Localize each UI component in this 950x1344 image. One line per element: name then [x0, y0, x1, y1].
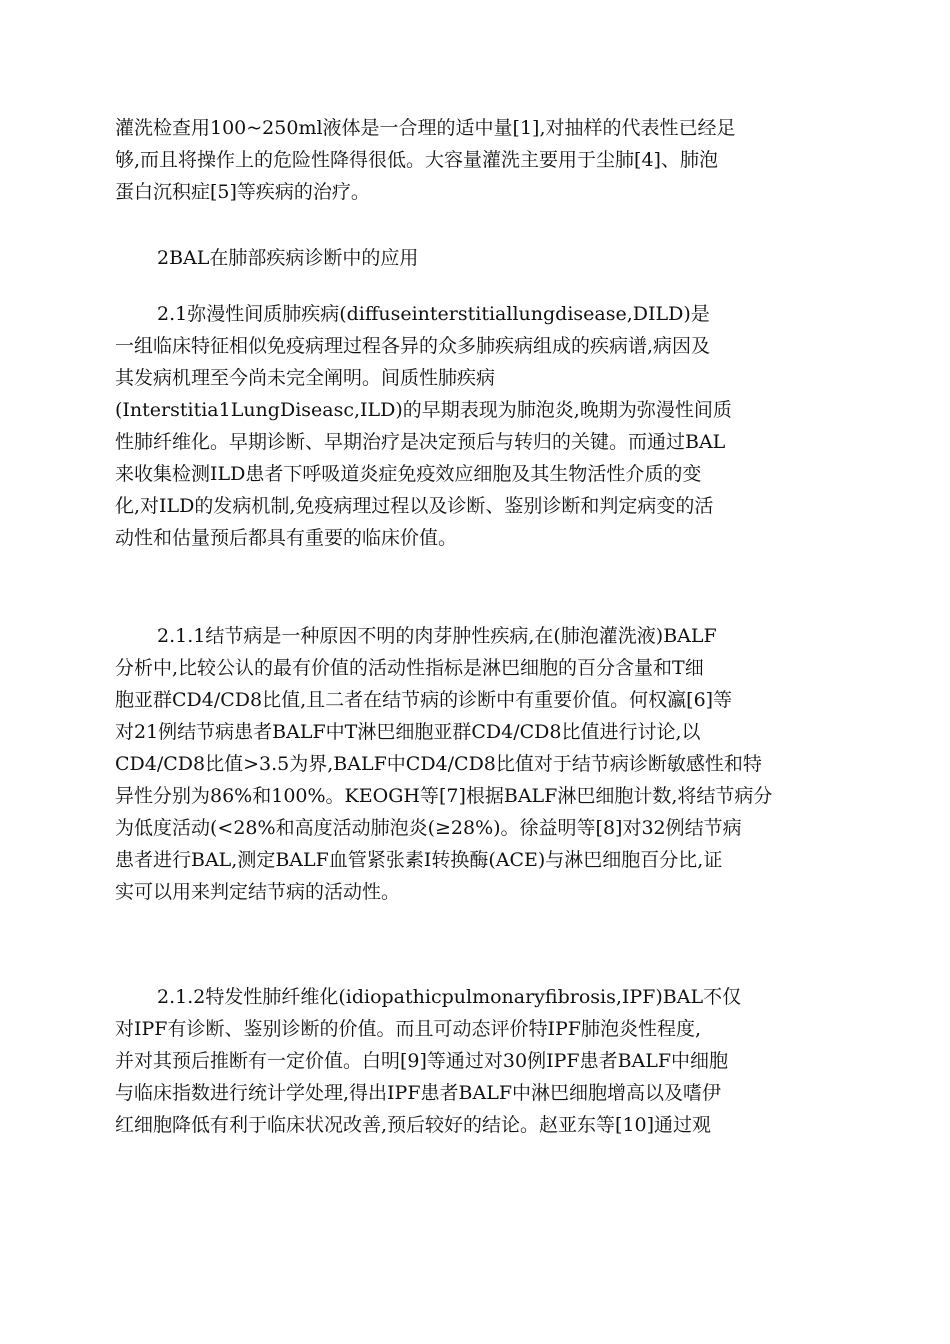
text-line: 其发病机理至今尚未完全阐明。间质性肺疾病 — [115, 367, 496, 389]
text-line: 并对其预后推断有一定价值。白明[9]等通过对30例IPF患者BALF中细胞 — [115, 1050, 729, 1072]
text-line: 2.1.2特发性肺纤维化(idiopathicpulmonaryfibrosis,IPF)BAL不仅 — [157, 986, 742, 1008]
paragraph-sarcoidosis — [115, 620, 835, 908]
text-line: 胞亚群CD4/CD8比值,且二者在结节病的诊断中有重要价值。何权瀛[6]等 — [115, 689, 733, 711]
text-line: 性肺纤维化。早期诊断、早期治疗是决定预后与转归的关键。而通过BAL — [115, 431, 726, 453]
text-line: 患者进行BAL,测定BALF血管紧张素I转换酶(ACE)与淋巴细胞百分比,证 — [115, 849, 723, 871]
text-line: 实可以用来判定结节病的活动性。 — [115, 881, 401, 903]
text-line: (Interstitia1LungDiseasc,ILD)的早期表现为肺泡炎,晚期为弥漫性间质 — [115, 399, 732, 421]
text-line: 对21例结节病患者BALF中T淋巴细胞亚群CD4/CD8比值进行讨论,以 — [115, 721, 701, 743]
text-line: 分析中,比较公认的最有价值的活动性指标是淋巴细胞的百分含量和T细 — [115, 657, 704, 679]
text-line: 来收集检测ILD患者下呼吸道炎症免疫效应细胞及其生物活性介质的变 — [115, 463, 702, 485]
text-line: 对IPF有诊断、鉴别诊断的价值。而且可动态评价特IPF肺泡炎性程度, — [115, 1018, 701, 1040]
text-line: 2.1.1结节病是一种原因不明的肉芽肿性疾病,在(肺泡灌洗液)BALF — [157, 625, 717, 647]
paragraph-ipf — [115, 981, 835, 1141]
text-line: 红细胞降低有利于临床状况改善,预后较好的结论。赵亚东等[10]通过观 — [115, 1114, 712, 1136]
text-line: 灌洗检查用100~250ml液体是一合理的适中量[1],对抽样的代表性已经足 — [115, 117, 736, 139]
text-line: 与临床指数进行统计学处理,得出IPF患者BALF中淋巴细胞增高以及嗜伊 — [115, 1082, 721, 1104]
text-line: 动性和估量预后都具有重要的临床价值。 — [115, 527, 458, 549]
section-heading — [115, 242, 835, 274]
text-line: 够,而且将操作上的危险性降得很低。大容量灌洗主要用于尘肺[4]、肺泡 — [115, 149, 718, 171]
text-line: CD4/CD8比值>3.5为界,BALF中CD4/CD8比值对于结节病诊断敏感性和特 — [115, 753, 762, 775]
heading-line: 2BAL在肺部疾病诊断中的应用 — [157, 247, 419, 269]
text-line: 一组临床特征相似免疫病理过程各异的众多肺疾病组成的疾病谱,病因及 — [115, 335, 711, 357]
text-line: 2.1弥漫性间质肺疾病(diffuseinterstitiallungdisease,DILD)是 — [157, 303, 710, 325]
text-line: 为低度活动(<28%和高度活动肺泡炎(≥28%)。徐益明等[8]对32例结节病 — [115, 817, 742, 839]
paragraph-dild — [115, 298, 835, 554]
text-line: 异性分别为86%和100%。KEOGH等[7]根据BALF淋巴细胞计数,将结节病分 — [115, 785, 773, 807]
paragraph-bal-volume — [115, 112, 835, 208]
text-line: 蛋白沉积症[5]等疾病的治疗。 — [115, 181, 370, 203]
text-line: 化,对ILD的发病机制,免疫病理过程以及诊断、鉴别诊断和判定病变的活 — [115, 495, 714, 517]
